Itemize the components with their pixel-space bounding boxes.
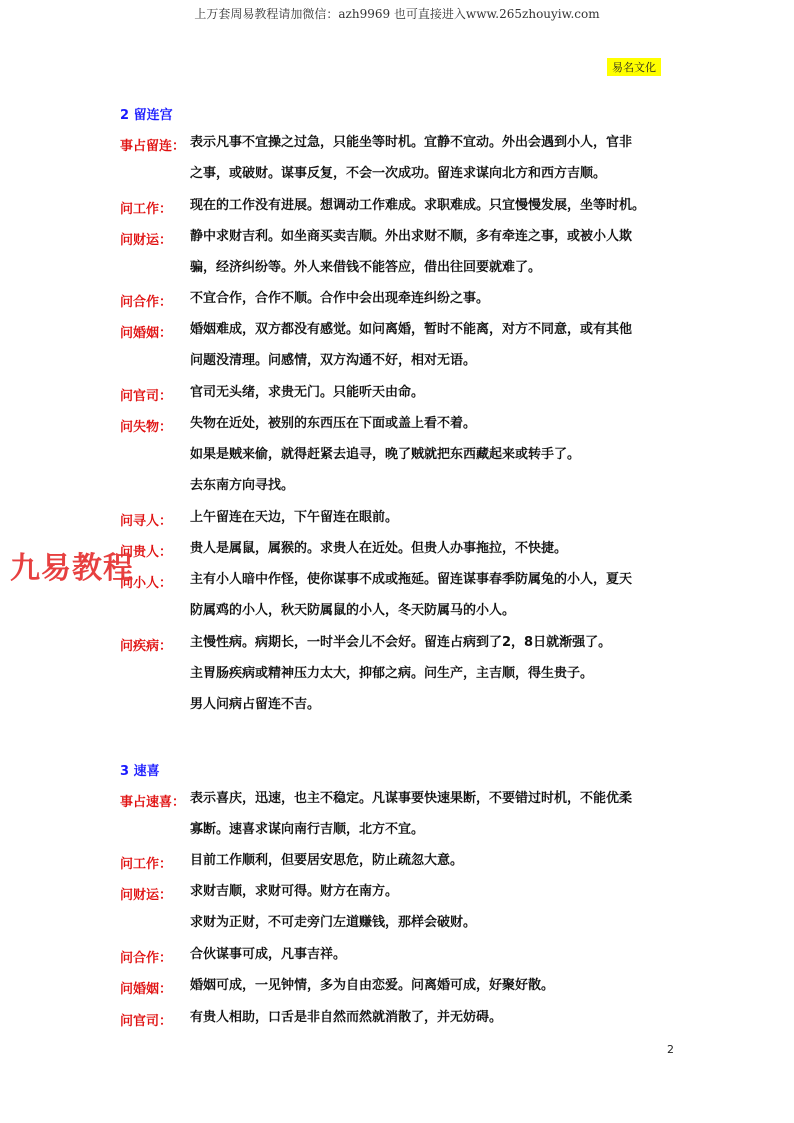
entry-line: 之事，或破财。谋事反复，不会一次成功。留连求谋向北方和西方吉顺。: [190, 166, 607, 182]
entry-line: 上午留连在天边，下午留连在眼前。: [190, 510, 399, 525]
entry-line: 求财吉顺，求财可得。财方在南方。: [190, 884, 399, 899]
entry-label: 问财运：: [120, 233, 173, 248]
entry-line: 主有小人暗中作怪，使你谋事不成或拖延。留连谋事春季防属兔的小人，夏天: [190, 572, 633, 587]
entry-label: 问工作：: [120, 857, 173, 872]
entry-line: 表示喜庆，迅速，也主不稳定。凡谋事要快速果断，不要错过时机，不能优柔: [190, 791, 633, 806]
entry-label: 问婚姻：: [120, 982, 173, 997]
entry-line: 目前工作顺利，但要居安思危，防止疏忽大意。: [190, 853, 464, 868]
entry-text: [190, 876, 685, 938]
entry-text: [190, 845, 685, 876]
entry-text: [190, 627, 685, 721]
entry-line: 问题没清理。问感情，双方沟通不好，相对无语。: [190, 353, 477, 369]
entry-label: 事占留连：: [120, 139, 186, 154]
entry-label: 问合作：: [120, 951, 173, 966]
entry-line: 合伙谋事可成，凡事吉祥。: [190, 947, 347, 962]
entry-line: 骗，经济纠纷等。外人来借钱不能答应，借出往回要就难了。: [190, 260, 542, 276]
entry-line: 主胃肠疾病或精神压力太大，抑郁之病。问生产，主吉顺，得生贵子。: [190, 666, 594, 682]
entry-text: [190, 377, 685, 408]
entry-line: 如果是贼来偷，就得赶紧去追寻，晚了贼就把东西藏起来或转手了。: [190, 447, 581, 463]
entry-line: 婚姻难成，双方都没有感觉。如问离婚，暂时不能离，对方不同意，或有其他: [190, 322, 633, 337]
entry-line: 现在的工作没有进展。想调动工作难成。求职难成。只宜慢慢发展，坐等时机。: [190, 198, 646, 213]
entry-label: 问婚姻：: [120, 326, 173, 341]
entry-text: [190, 939, 685, 970]
entry-line: 静中求财吉利。如坐商买卖吉顺。外出求财不顺，多有牵连之事，或被小人欺: [190, 229, 633, 244]
entry-line: 有贵人相助，口舌是非自然而然就消散了，并无妨碍。: [190, 1010, 503, 1025]
entry-text: [190, 783, 685, 845]
entry-line: 不宜合作，合作不顺。合作中会出现牵连纠纷之事。: [190, 291, 490, 306]
entry-line: 防属鸡的小人，秋天防属鼠的小人，冬天防属马的小人。: [190, 603, 516, 619]
entry-line: 官司无头绪，求贵无门。只能听天由命。: [190, 385, 425, 400]
entry-label: 问疾病：: [120, 639, 173, 654]
entry-line: 求财为正财，不可走旁门左道赚钱，那样会破财。: [190, 915, 477, 931]
entry-text: [190, 283, 685, 314]
entry-text: [190, 408, 685, 502]
entry-line: 婚姻可成，一见钟情，多为自由恋爱。问离婚可成，好聚好散。: [190, 978, 555, 993]
brand-tag: 易名文化: [607, 58, 661, 76]
entry-text: [190, 190, 685, 221]
watermark-logo: 九易教程: [10, 551, 134, 586]
entry-text: [190, 314, 685, 376]
entry-text: [190, 564, 685, 626]
header-notice: 上万套周易教程请加微信：azh9969 也可直接进入www.265zhouyiw.com: [194, 7, 600, 21]
section-title: 3 速喜: [120, 764, 160, 779]
entry-text: [190, 1002, 685, 1033]
entry-label: 事占速喜：: [120, 795, 186, 810]
entry-text: [190, 127, 685, 189]
entry-line: 贵人是属鼠，属猴的。求贵人在近处。但贵人办事拖拉，不快捷。: [190, 541, 568, 556]
entry-label: 问官司：: [120, 389, 173, 404]
entry-line: 男人问病占留连不吉。: [190, 697, 321, 713]
entry-label: 问工作：: [120, 202, 173, 217]
entry-label: 问小人：: [120, 576, 173, 591]
entry-label: 问财运：: [120, 888, 173, 903]
entry-label: 问失物：: [120, 420, 173, 435]
section-title: 2 留连宫: [120, 108, 173, 123]
entry-text: [190, 221, 685, 283]
entry-line: 主慢性病。病期长，一时半会儿不会好。留连占病到了2，8日就渐强了。: [190, 635, 612, 650]
entry-label: 问贵人：: [120, 545, 173, 560]
entry-label: 问合作：: [120, 295, 173, 310]
entry-text: [190, 970, 685, 1001]
entry-text: [190, 533, 685, 564]
page-number: 2: [667, 1043, 674, 1056]
entry-text: [190, 502, 685, 533]
entry-line: 表示凡事不宜操之过急，只能坐等时机。宜静不宜动。外出会遇到小人，官非: [190, 135, 633, 150]
entry-line: 寡断。速喜求谋向南行吉顺，北方不宜。: [190, 822, 425, 838]
entry-line: 去东南方向寻找。: [190, 478, 295, 494]
entry-label: 问官司：: [120, 1014, 173, 1029]
entry-label: 问寻人：: [120, 514, 173, 529]
entry-line: 失物在近处，被别的东西压在下面或盖上看不着。: [190, 416, 477, 431]
